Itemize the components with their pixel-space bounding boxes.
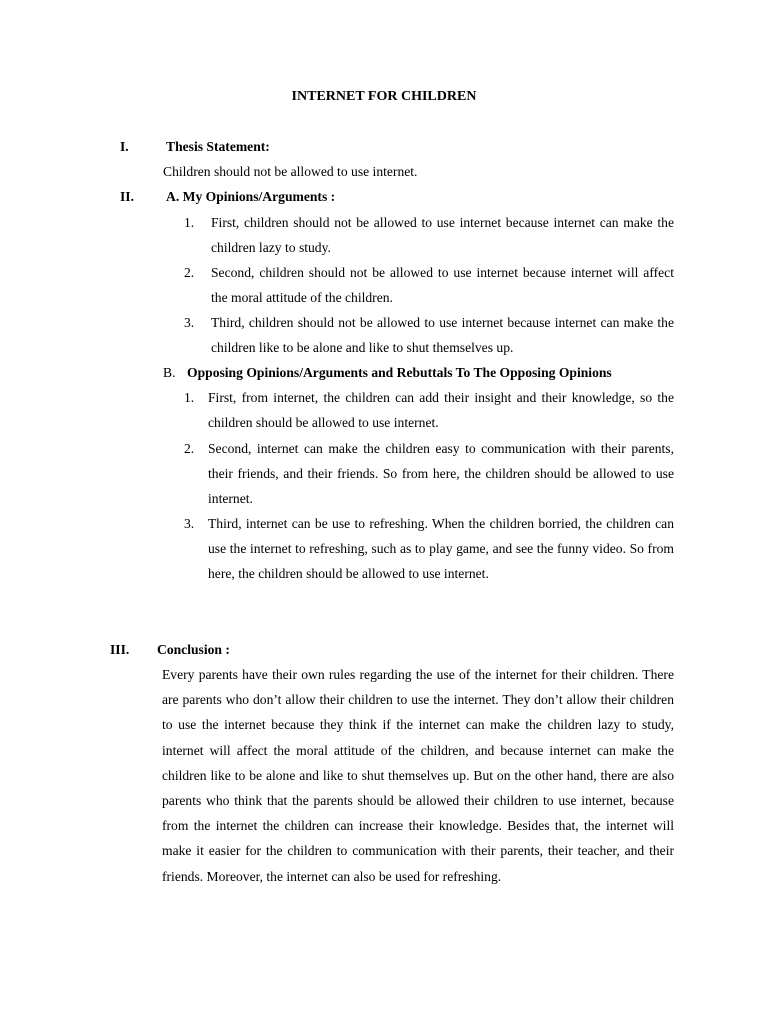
opinion-3-text: Third, children should not be allowed to use internet because internet can make the children like to be alone and like to shut themselves up. [211,315,674,356]
opposing-3-number: 3. [184,516,195,531]
opposing-3-text: Third, internet can be use to refreshing. When the children borried, the children can use the internet to refreshing, such as to play game, and see the funny video. So from here, the children should be allowed to use internet. [208,516,674,582]
opposing-2-number: 2. [184,441,195,456]
section-2-numeral: II. [120,189,134,204]
opposing-2-text: Second, internet can make the children easy to communication with their parents, their friends, and their friends. So from here, the children should be allowed to use internet. [208,441,674,507]
section-3-numeral: III. [110,642,130,657]
opposing-letter: B. [163,365,176,380]
opinion-3-number: 3. [184,315,195,330]
opposing-heading: Opposing Opinions/Arguments and Rebuttals To The Opposing Opinions [187,365,612,380]
opinions-heading: A. My Opinions/Arguments : [166,189,336,204]
section-1-numeral: I. [120,139,129,154]
opinion-1-text: First, children should not be allowed to use internet because internet can make the children lazy to study. [211,215,674,256]
opinion-2-number: 2. [184,265,195,280]
opposing-1-number: 1. [184,390,195,405]
conclusion-body: Every parents have their own rules regarding the use of the internet for their children. There are parents who don’t allow their children to use the internet. They don’t allow their children to use the internet because they think if the internet can make the children lazy to study, internet will affect the moral attitude of the children, and because internet can make the children like to be alone and like to shut themselves up. But on the other hand, there are also parents who think that the parents should be allowed their children to use internet, because from the internet the children can increase their knowledge. Besides that, the internet will make it easier for the children to communication with their parents, their teacher, and their friends. Moreover, the internet can also be used for refreshing. [162,667,674,884]
document-title: INTERNET FOR CHILDREN [291,89,477,104]
opinion-1-number: 1. [184,215,195,230]
thesis-body: Children should not be allowed to use internet. [163,164,418,179]
opposing-1-text: First, from internet, the children can add their insight and their knowledge, so the children should be allowed to use internet. [208,390,674,431]
thesis-heading: Thesis Statement: [166,139,270,154]
opinion-2-text: Second, children should not be allowed to use internet because internet will affect the moral attitude of the children. [211,265,674,306]
conclusion-heading: Conclusion : [157,642,230,657]
